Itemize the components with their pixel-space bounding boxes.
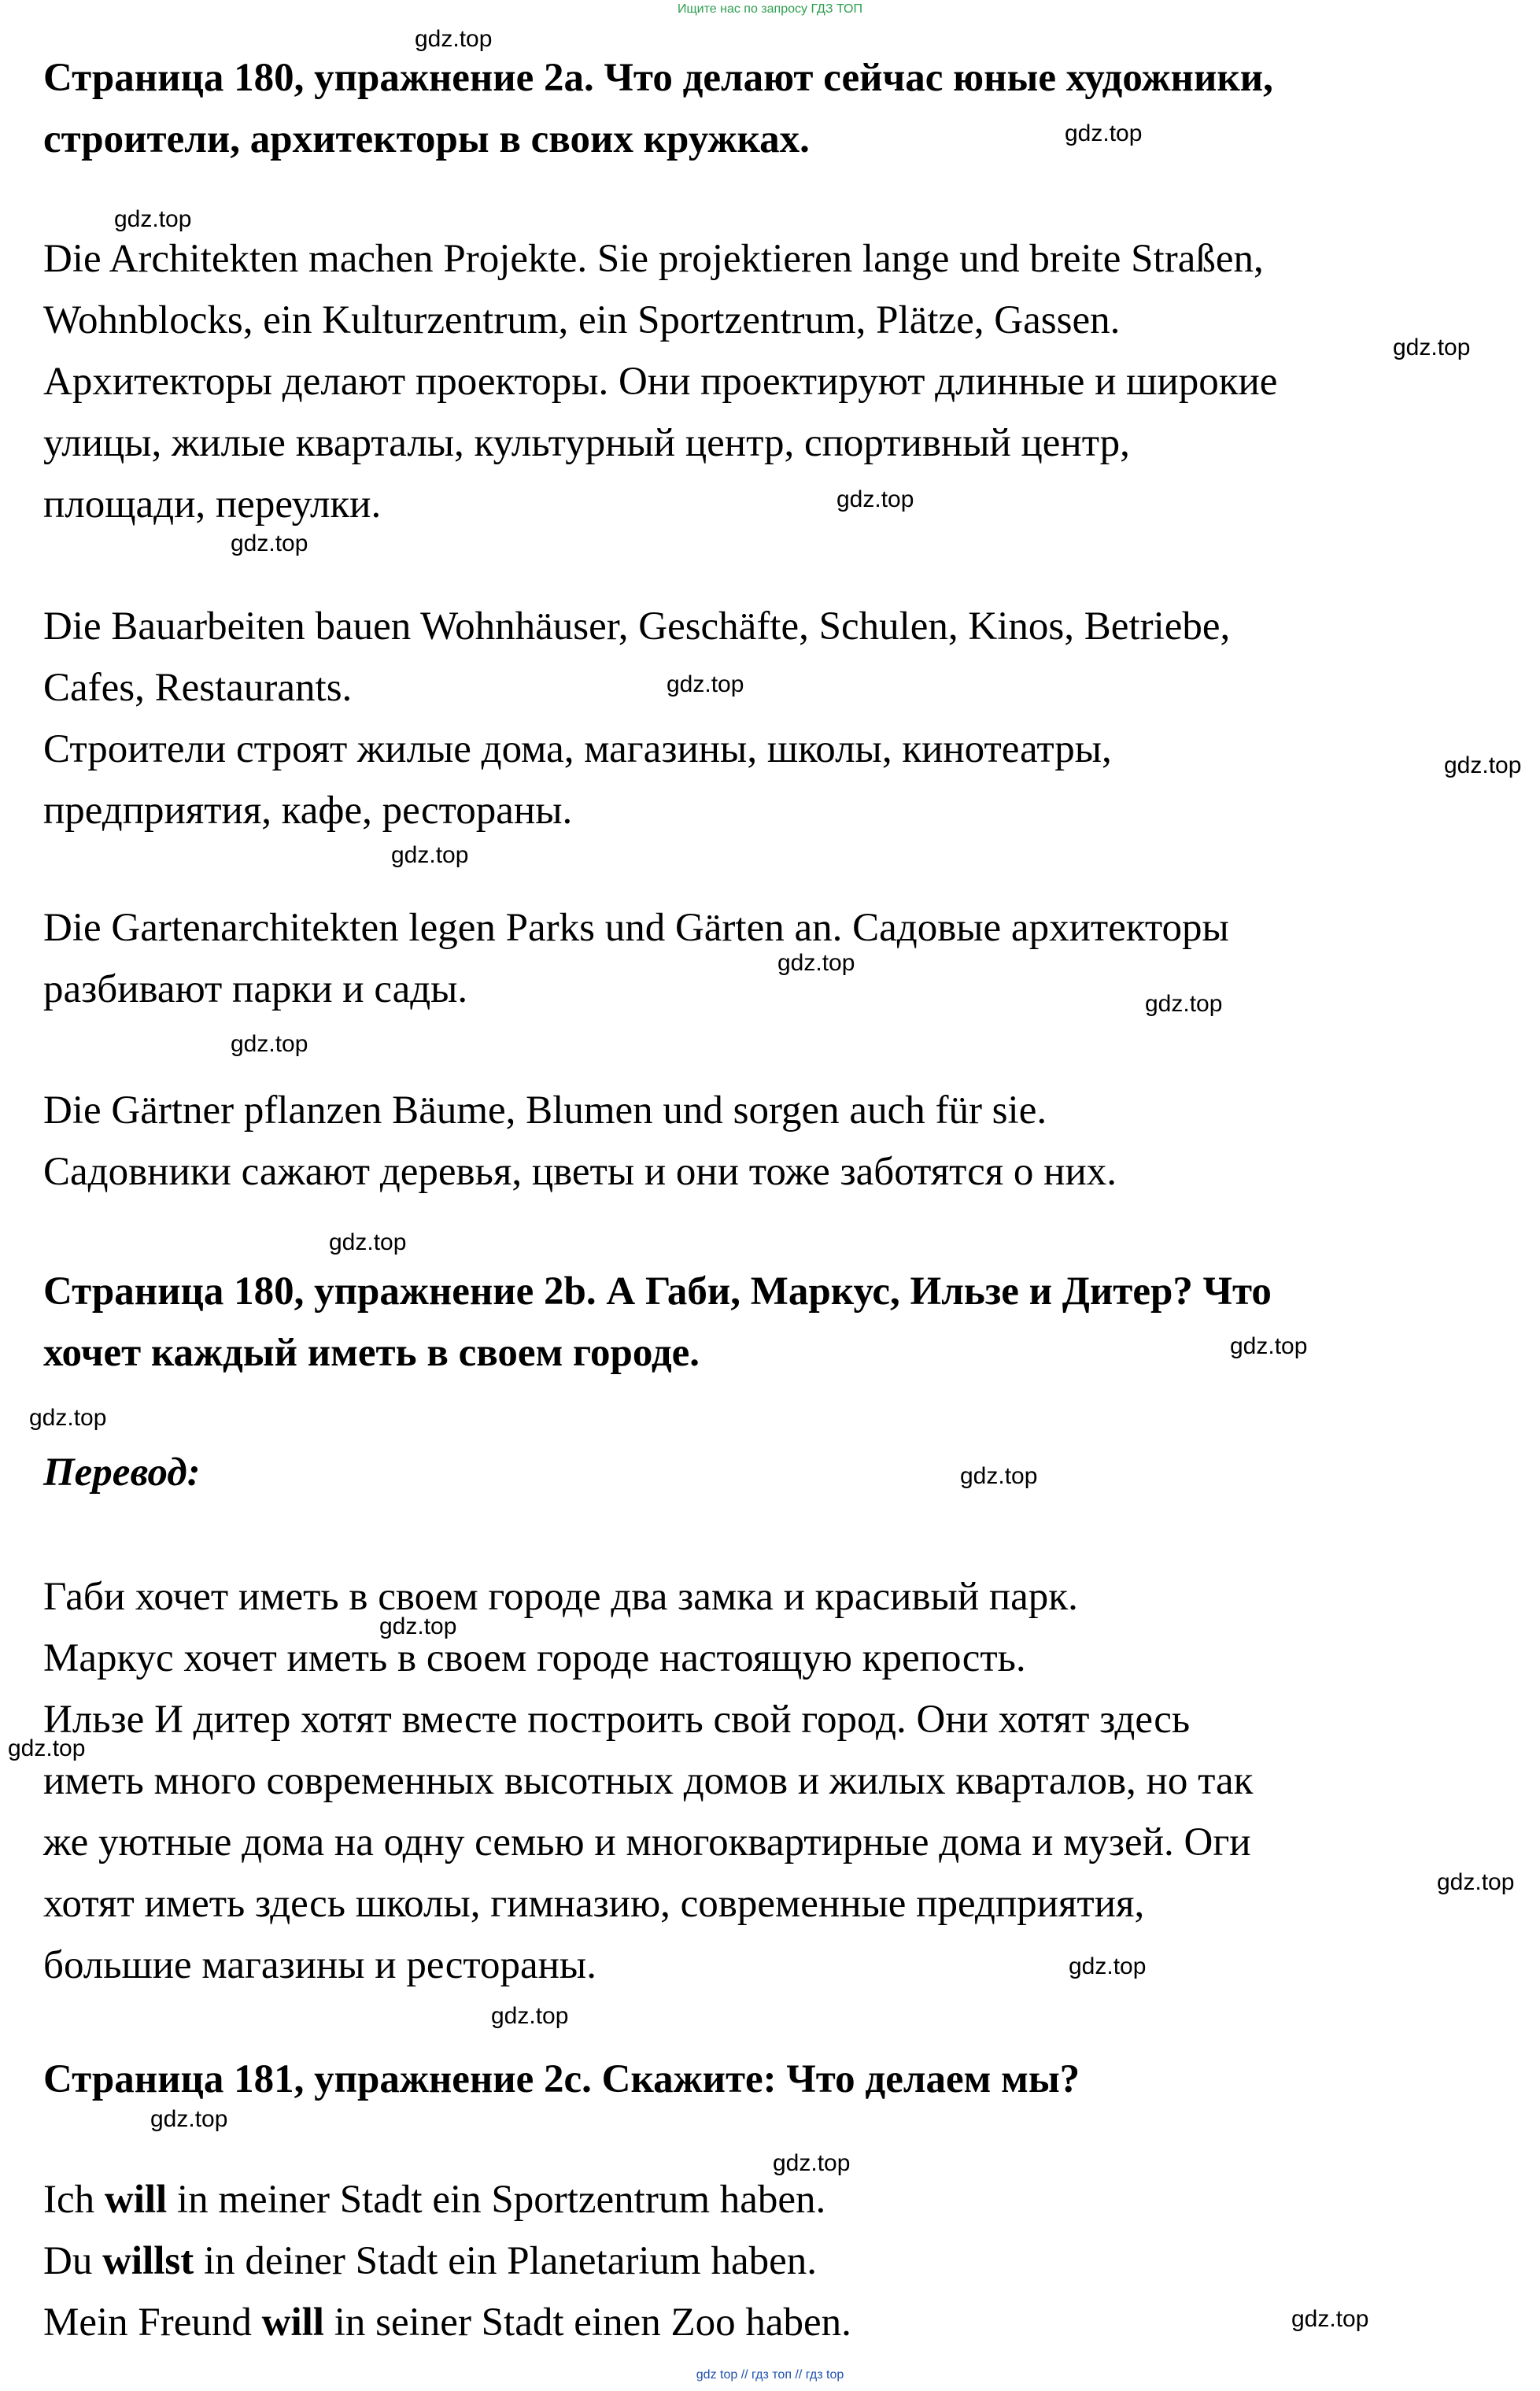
watermark: gdz.top: [114, 206, 192, 232]
paragraph-gardeners: [43, 1080, 1507, 1203]
text-line: Die Gärtner pflanzen Bäume, Blumen und sorgen auch für sie.: [43, 1088, 1047, 1133]
watermark: gdz.top: [1230, 1333, 1308, 1359]
text-line: Ильзе И дитер хотят вместе построить свой город. Они хотят здесь: [43, 1698, 1191, 1742]
text-line: [43, 2169, 1507, 2230]
paragraph-translation: [43, 1566, 1507, 1996]
watermark: gdz.top: [8, 1735, 86, 1761]
watermark: gdz.top: [150, 2106, 228, 2132]
watermark: gdz.top: [1437, 1869, 1515, 1895]
text-line: улицы, жилые кварталы, культурный центр, спортивный центр,: [43, 421, 1130, 465]
heading-line: Страница 180, упражнение 2a. Что делают сейчас юные художники,: [43, 56, 1273, 100]
watermark: gdz.top: [1065, 120, 1143, 146]
watermark: gdz.top: [29, 1405, 107, 1431]
text-line: [43, 2230, 1507, 2292]
text-line: Маркус хочет иметь в своем городе настоящую крепость.: [43, 1636, 1026, 1680]
text-line: Wohnblocks, ein Kulturzentrum, ein Sportzentrum, Plätze, Gassen.: [43, 298, 1121, 342]
heading-line: Страница 180, упражнение 2b. А Габи, Маркус, Ильзе и Дитер? Что: [43, 1269, 1272, 1314]
text-line: Садовники сажают деревья, цветы и они тоже заботятся о них.: [43, 1150, 1117, 1194]
watermark: gdz.top: [1393, 334, 1471, 360]
watermark: gdz.top: [1291, 2306, 1369, 2332]
heading-line: хочет каждый иметь в своем городе.: [43, 1331, 700, 1375]
line-end: in seiner Stadt einen Zoo haben.: [323, 2300, 851, 2345]
bold-verb: will: [261, 2300, 324, 2345]
line-end: in deiner Stadt ein Planetarium haben.: [194, 2239, 817, 2283]
line-start: Mein Freund: [43, 2300, 262, 2345]
text-line: Die Architekten machen Projekte. Sie projektieren lange und breite Straßen,: [43, 237, 1264, 281]
watermark: gdz.top: [415, 26, 493, 52]
text-line: Строители строят жилые дома, магазины, школы, кинотеатры,: [43, 727, 1112, 771]
text-line: Архитекторы делают проекторы. Они проектируют длинные и широкие: [43, 360, 1278, 404]
section-2b-heading: [43, 1261, 1507, 1384]
watermark: gdz.top: [1069, 1953, 1147, 1979]
top-banner: Ищите нас по запросу ГДЗ ТОП: [678, 2, 862, 16]
watermark: gdz.top: [836, 486, 914, 512]
bold-verb: willst: [102, 2239, 194, 2283]
text-line: хотят иметь здесь школы, гимназию, современные предприятия,: [43, 1882, 1145, 1926]
text-line: разбивают парки и сады.: [43, 967, 468, 1011]
watermark: gdz.top: [391, 842, 469, 868]
text-line: большие магазины и рестораны.: [43, 1943, 596, 1987]
bottom-banner: gdz top // гдз топ // гдз top: [696, 2368, 844, 2382]
section-2c-heading: [43, 2049, 1507, 2110]
watermark: gdz.top: [379, 1613, 457, 1639]
line-start: Du: [43, 2239, 103, 2283]
text-line: [43, 2292, 1507, 2353]
bold-verb: will: [104, 2178, 168, 2222]
text-line: площади, переулки.: [43, 482, 382, 527]
paragraph-garden-architects: [43, 897, 1507, 1020]
watermark: gdz.top: [667, 671, 744, 697]
text-line: Die Bauarbeiten bauen Wohnhäuser, Geschäfte, Schulen, Kinos, Betriebe,: [43, 604, 1231, 649]
heading-line: строители, архитекторы в своих кружках.: [43, 117, 810, 161]
text-line: иметь много современных высотных домов и жилых кварталов, но так: [43, 1759, 1254, 1803]
line-end: in meiner Stadt ein Sportzentrum haben.: [167, 2178, 826, 2222]
section-2a-heading: [43, 47, 1507, 170]
text-line: Die Gartenarchitekten legen Parks und Gärten an. Садовые архитекторы: [43, 906, 1229, 950]
text-line: же уютные дома на одну семью и многоквартирные дома и музей. Оги: [43, 1820, 1251, 1864]
line-start: Ich: [43, 2178, 105, 2222]
translation-label: Перевод:: [43, 1450, 201, 1495]
watermark: gdz.top: [329, 1229, 407, 1255]
watermark: gdz.top: [777, 950, 855, 976]
text-line: предприятия, кафе, рестораны.: [43, 789, 573, 833]
text-line: Cafes, Restaurants.: [43, 666, 353, 710]
watermark: gdz.top: [231, 1031, 308, 1057]
text-line: Габи хочет иметь в своем городе два замка и красивый парк.: [43, 1575, 1078, 1619]
paragraph-builders: [43, 596, 1507, 841]
watermark: gdz.top: [1145, 991, 1223, 1017]
watermark: gdz.top: [231, 530, 308, 556]
paragraph-modal-verbs: [43, 2169, 1507, 2353]
heading-line: Страница 181, упражнение 2c. Скажите: Что делаем мы?: [43, 2057, 1080, 2101]
watermark: gdz.top: [491, 2003, 569, 2029]
watermark: gdz.top: [773, 2150, 851, 2176]
paragraph-architects: [43, 228, 1507, 535]
watermark: gdz.top: [960, 1463, 1038, 1489]
watermark: gdz.top: [1444, 752, 1522, 778]
